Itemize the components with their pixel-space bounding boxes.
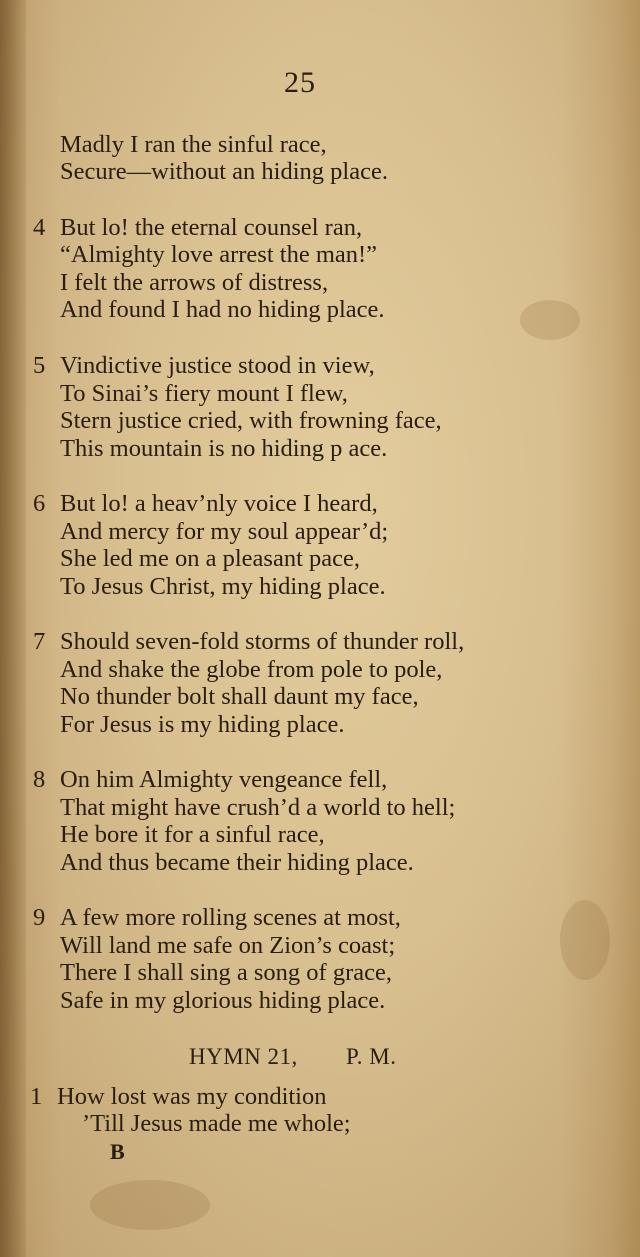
- paper-stain: [520, 300, 580, 340]
- stanza-number: 4: [33, 214, 46, 241]
- stanza-number: 5: [33, 352, 46, 379]
- verse-line: For Jesus is my hiding place.: [60, 711, 345, 738]
- paper-stain: [560, 900, 610, 980]
- verse-line: Should seven-fold storms of thunder roll,: [60, 628, 465, 655]
- verse-line: Vindictive justice stood in view,: [60, 352, 375, 379]
- verse-line: To Sinai’s fiery mount I flew,: [60, 380, 348, 407]
- verse-line: He bore it for a sinful race,: [60, 821, 325, 848]
- verse-line: There I shall sing a song of grace,: [60, 959, 392, 986]
- verse-line: But lo! the eternal counsel ran,: [60, 214, 363, 241]
- stanza-number: 9: [33, 904, 46, 931]
- verse-line: How lost was my condition: [57, 1083, 327, 1110]
- verse-line: To Jesus Christ, my hiding place.: [60, 573, 386, 600]
- verse-line: This mountain is no hiding p ace.: [60, 435, 388, 462]
- page-number: 25: [284, 66, 316, 99]
- verse-line: Secure—without an hiding place.: [60, 158, 388, 185]
- verse-line: And found I had no hiding place.: [60, 296, 385, 323]
- verse-line: A few more rolling scenes at most,: [60, 904, 401, 931]
- verse-line: She led me on a pleasant pace,: [60, 545, 361, 572]
- stanza-number: 8: [33, 766, 46, 793]
- verse-line: Stern justice cried, with frowning face,: [60, 407, 442, 434]
- verse-line: Madly I ran the sinful race,: [60, 131, 327, 158]
- verse-line: And thus became their hiding place.: [60, 849, 414, 876]
- verse-line: And shake the globe from pole to pole,: [60, 656, 443, 683]
- verse-line: ’Till Jesus made me whole;: [82, 1110, 351, 1137]
- signature-mark: B: [110, 1139, 125, 1164]
- stanza-number: 1: [30, 1083, 43, 1110]
- verse-line: “Almighty love arrest the man!”: [60, 241, 378, 268]
- verse-line: That might have crush’d a world to hell;: [60, 794, 456, 821]
- verse-line: Will land me safe on Zion’s coast;: [60, 932, 396, 959]
- hymn-title: HYMN 21,: [189, 1044, 298, 1069]
- verse-line: On him Almighty vengeance fell,: [60, 766, 388, 793]
- page-spine-shadow: [0, 0, 26, 1257]
- verse-line: Safe in my glorious hiding place.: [60, 987, 386, 1014]
- verse-line: And mercy for my soul appear’d;: [60, 518, 389, 545]
- stanza-number: 6: [33, 490, 46, 517]
- hymn-meter: P. M.: [346, 1044, 397, 1069]
- verse-line: But lo! a heav’nly voice I heard,: [60, 490, 378, 517]
- paper-stain: [90, 1180, 210, 1230]
- stanza-number: 7: [33, 628, 46, 655]
- verse-line: No thunder bolt shall daunt my face,: [60, 683, 419, 710]
- verse-line: I felt the arrows of distress,: [60, 269, 329, 296]
